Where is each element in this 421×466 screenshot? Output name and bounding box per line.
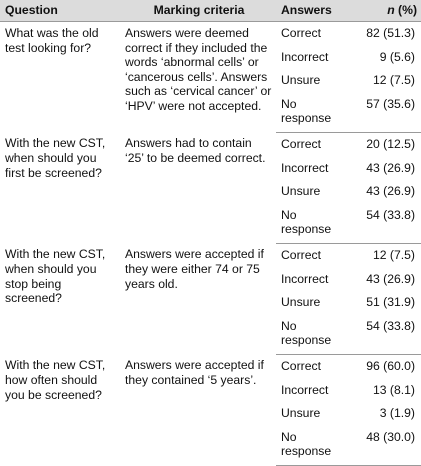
count-percent-cell: 96 (60.0) <box>366 358 415 373</box>
answer-cell: Correct <box>281 136 321 151</box>
table-row <box>0 22 421 46</box>
answer-cell: Correct <box>281 358 321 373</box>
answer-cell: Incorrect <box>281 382 329 397</box>
count-percent-cell: 13 (8.1) <box>372 382 415 397</box>
answer-cell: Unsure <box>281 184 321 199</box>
count-percent-cell: 9 (5.6) <box>379 49 415 64</box>
count-percent-cell: 54 (33.8) <box>353 204 421 244</box>
count-percent-cell: 12 (7.5) <box>372 73 415 88</box>
count-percent-cell: 12 (7.5) <box>372 247 415 262</box>
answer-cell: Incorrect <box>281 160 329 175</box>
count-percent-cell: 54 (33.8) <box>353 315 421 355</box>
table-header <box>0 0 421 22</box>
count-percent-cell: 82 (51.3) <box>366 26 415 40</box>
header-marking-criteria: Marking criteria <box>120 0 276 22</box>
marking-criteria-cell: Answers were accepted if they contained ‘5 years’. <box>125 358 264 387</box>
answer-cell: Unsure <box>281 73 321 88</box>
table-row <box>0 354 421 378</box>
marking-criteria-cell: Answers had to contain ‘25’ to be deemed correct. <box>125 136 266 166</box>
table-row <box>0 243 421 267</box>
header-question: Question <box>0 0 120 22</box>
answer-cell: No response <box>276 315 353 355</box>
answer-cell: No response <box>276 426 353 466</box>
header-percent-symbol: (%) <box>394 3 417 18</box>
answer-cell: No response <box>276 204 353 244</box>
count-percent-cell: 51 (31.9) <box>366 295 415 310</box>
header-answers: Answers <box>276 0 353 22</box>
count-percent-cell: 43 (26.9) <box>366 160 415 175</box>
count-percent-cell: 20 (12.5) <box>366 136 415 151</box>
count-percent-cell: 43 (26.9) <box>366 184 415 199</box>
count-percent-cell: 57 (35.6) <box>353 93 421 133</box>
question-cell: With the new CST, when should you first be screened? <box>5 136 106 180</box>
count-percent-cell: 43 (26.9) <box>366 271 415 286</box>
question-cell: What was the old test looking for? <box>5 26 99 55</box>
answer-cell: No response <box>276 93 353 133</box>
header-n-symbol: n <box>387 3 395 18</box>
table-row <box>0 132 421 156</box>
answer-cell: Incorrect <box>281 49 329 64</box>
count-percent-cell: 48 (30.0) <box>353 426 421 466</box>
count-percent-cell: 3 (1.9) <box>379 406 415 421</box>
answer-cell: Unsure <box>281 406 321 421</box>
marking-criteria-cell: Answers were deemed correct if they included the words ‘abnormal cells’ or ‘cancerous cells’. Answers such as ‘cervical cancer’ or ‘HPV’ were not accepted. <box>125 26 272 113</box>
question-cell: With the new CST, how often should you be screened? <box>5 358 106 402</box>
table-body <box>0 22 421 466</box>
header-row <box>0 0 421 22</box>
answer-cell: Incorrect <box>281 271 329 286</box>
marking-criteria-cell: Answers were accepted if they were either 74 or 75 years old. <box>125 247 264 291</box>
answer-cell: Correct <box>281 247 321 262</box>
question-cell: With the new CST, when should you stop being screened? <box>5 247 106 306</box>
answer-cell: Unsure <box>281 295 321 310</box>
header-n-percent <box>353 0 421 22</box>
answer-cell: Correct <box>281 26 321 40</box>
